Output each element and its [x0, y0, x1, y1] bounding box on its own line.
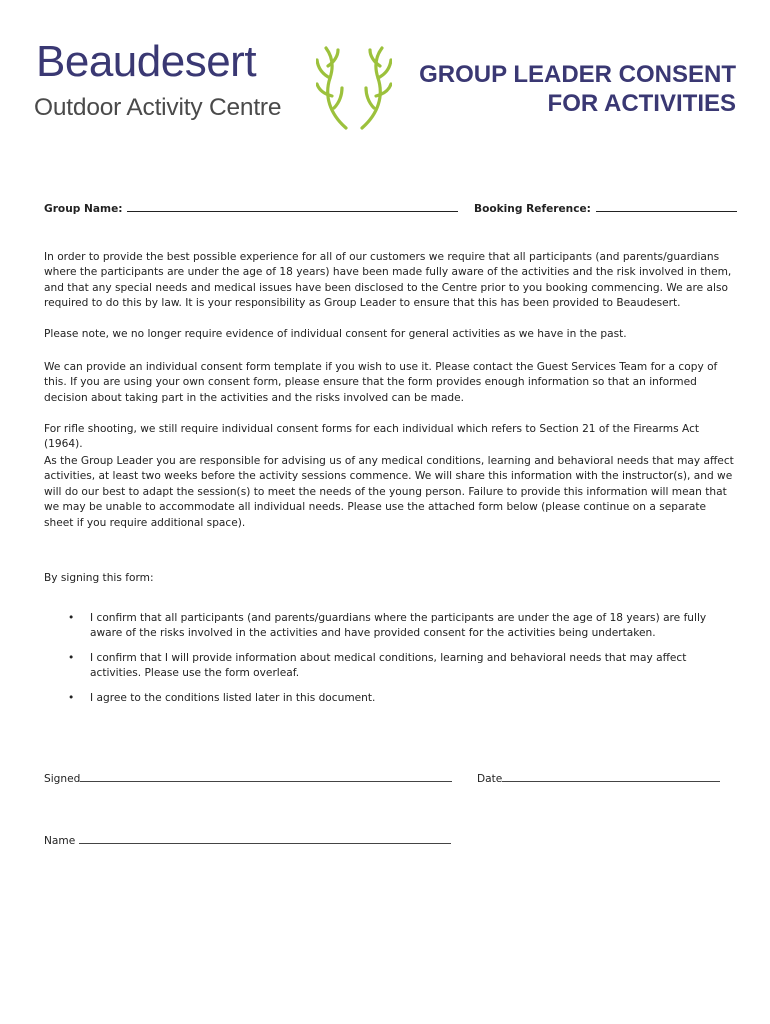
list-item — [44, 611, 734, 642]
list-item — [44, 691, 734, 706]
bullet-icon: • — [68, 651, 75, 664]
name-label: Name — [44, 835, 79, 847]
name-line[interactable] — [79, 833, 451, 844]
booking-reference-label: Booking Reference: — [474, 203, 591, 215]
bullet-icon: • — [68, 612, 75, 624]
name-field[interactable] — [44, 833, 451, 847]
date-label: Date — [477, 773, 503, 785]
list-item-text: I confirm that I will provide information about medical conditions, learning and behavioral needs that may affect activities. Please use the form overleaf. — [90, 651, 687, 680]
signed-field[interactable] — [44, 771, 452, 785]
logo-subtitle: Outdoor Activity Centre — [34, 94, 282, 121]
paragraph-note: Please note, we no longer require evidence of individual consent for general activities as we have in the past. — [44, 328, 627, 340]
date-field[interactable] — [477, 771, 720, 785]
paragraph-intro: In order to provide the best possible experience for all of our customers we require that all participants (and parents/guardians where the participants are under the age of 18 years) have been made fully aware of the activities and the risk involved in them, and that any special needs and medical issues have been disclosed to the Centre prior to you booking commencing. We are also required to do this by law. It is your responsibility as Group Leader to ensure that this has been provided to Beaudesert. — [44, 251, 732, 310]
list-item-text: I agree to the conditions listed later in this document. — [90, 691, 376, 704]
date-line[interactable] — [502, 771, 720, 782]
group-name-line[interactable] — [127, 201, 458, 212]
logo-brand-name: Beaudesert — [36, 37, 257, 86]
bullet-icon: • — [68, 691, 75, 704]
title-line-2: FOR ACTIVITIES — [547, 90, 736, 117]
signed-label: Signed — [44, 773, 81, 785]
title-line-1: GROUP LEADER CONSENT — [419, 61, 736, 88]
list-item-text: I confirm that all participants (and parents/guardians where the participants are under the age of 18 years) are fully aware of the risks involved in the activities and have provided consent for the activities being undertaken. — [90, 612, 707, 640]
group-name-label: Group Name: — [44, 203, 123, 215]
group-name-field[interactable] — [44, 201, 458, 215]
document-title — [419, 60, 736, 118]
signing-intro: By signing this form: — [44, 572, 154, 584]
paragraph-rifle: For rifle shooting, we still require individual consent forms for each individual which refers to Section 21 of the Firearms Act (1964). — [44, 423, 700, 451]
list-item — [44, 651, 734, 682]
antlers-logo-icon — [316, 44, 392, 130]
consent-list — [44, 611, 734, 715]
signed-line[interactable] — [80, 771, 452, 782]
paragraph-template: We can provide an individual consent form template if you wish to use it. Please contact the Guest Services Team for a copy of this. If you are using your own consent form, please ensure that the form provides enough information so that an informed decision about taking part in the activities and the risks involved can be made. — [44, 361, 718, 404]
booking-reference-line[interactable] — [596, 201, 737, 212]
booking-reference-field[interactable] — [474, 201, 737, 215]
paragraph-responsibility: As the Group Leader you are responsible for advising us of any medical conditions, learning and behavioral needs that may affect activities, at least two weeks before the activity sessions commence. We will share this information with the instructor(s), and we will do our best to adapt the session(s) to meet the needs of the young person. Failure to provide this information will mean that we may be unable to accommodate all individual needs. Please use the attached form below (please continue on a separate sheet if you require additional space). — [44, 455, 734, 529]
